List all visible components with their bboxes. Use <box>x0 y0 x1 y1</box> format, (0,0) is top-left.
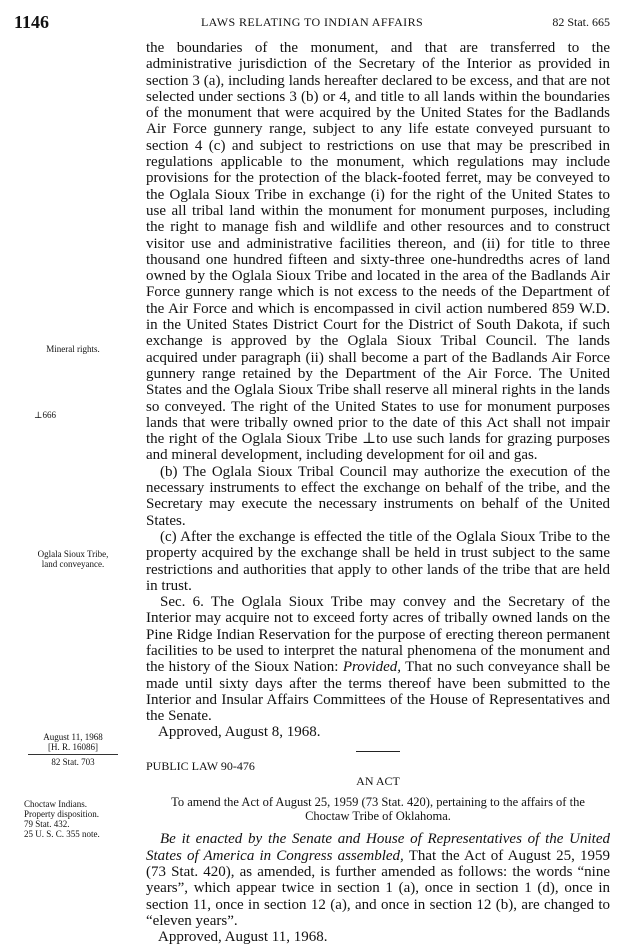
section-divider <box>356 751 400 752</box>
paragraph-c: (c) After the exchange is effected the title of the Oglala Sioux Tribe to the property acquired by the exchange shall be held in trust subject to the same restrictions and authorities that apply to other lands of the tribe that are held in trust. <box>146 528 610 594</box>
section-6-proviso: That no such conveyance shall be made until sixty days after the terms thereof have been submitted to the Interior and Insular Affairs Committees of the House of Representatives and the Senate. <box>146 659 610 725</box>
law-date: August 11, 1968 <box>43 732 103 742</box>
law-bill-number: [H. R. 16086] <box>48 742 98 752</box>
margin-note-oglala <box>10 549 136 569</box>
law-stat: 82 Stat. 703 <box>51 757 95 767</box>
public-law-number: PUBLIC LAW 90-476 <box>146 758 255 773</box>
act-label: AN ACT <box>356 774 400 789</box>
section-6 <box>146 594 610 724</box>
margin-note-choctaw <box>24 799 150 839</box>
paragraph-continuation: the boundaries of the monument, and that are transferred to the administrative jurisdiction of the Secretary of the Interior as provided in section 3 (a), including lands hereafter declared to be excess, and that are not selected under sections 3 (b) or 4, and title to all lands within the boundaries of the monument that were acquired by the United States for the Badlands Air Force gunnery range, subject to any life estate conveyed pursuant to section 4 (c) and subject to restrictions on use that may be prescribed in regulations applicable to the monument, which regulations may include provisions for the protection of the black-footed ferret, may be conveyed to the Oglala Sioux Tribe in exchange (i) for the right of the United States to use all tribal land within the monument for monument purposes, including the right to manage fish and wildlife and other resources and to construct visitor use and administrative facilities thereon, and (ii) for title to three thousand one hundred fifteen and sixty-three one-hundredths acres of land owned by the Oglala Sioux Tribe and located in the area of the Badlands Air Force gunnery range which is not excess to the needs of the Department of the Air Force and which is encompassed in civil action numbered 859 W.D. in the United States District Court for the District of South Dakota, if such exchange is approved by the Oglala Sioux Tribal Council. The lands acquired under paragraph (ii) shall become a part of the Badlands Air Force gunnery range retained by the Department of the Air Force. The United States and the Oglala Sioux Tribe shall reserve all mineral rights in the lands so conveyed. The right of the United States to use for monument purposes lands that were tribally owned prior to the date of this Act shall not impair the right of the Oglala Sioux Tribe ⊥to use such lands for grazing purposes and mineral development, including development for oil and gas. <box>146 40 610 464</box>
margin-note-mineral-rights: Mineral rights. <box>46 344 100 354</box>
margin-note-choctaw-line4: 25 U. S. C. 355 note. <box>24 829 100 839</box>
approval-date-1: Approved, August 8, 1968. <box>158 724 321 741</box>
provided-clause: Provided, <box>342 659 402 676</box>
body-text <box>146 40 610 945</box>
enacting-formula: Be it enacted by the Senate and House of Representatives of the United States of America in Congress assembled, <box>146 831 610 864</box>
approval-date-2: Approved, August 11, 1968. <box>158 929 328 945</box>
page-marker: ⊥666 <box>34 410 56 420</box>
margin-note-oglala-line2: land conveyance. <box>41 559 105 569</box>
margin-note-oglala-line1: Oglala Sioux Tribe, <box>37 549 109 559</box>
running-header <box>14 12 610 32</box>
section-6-text: Sec. 6. The Oglala Sioux Tribe may convey and the Secretary of the Interior may acquire not to exceed forty acres of tribally owned lands on the Pine Ridge Indian Reservation for the purpose of erecting thereon permanent facilities to be used to interpret the natural phenomena of the monument and the history of the Sioux Nation: <box>146 594 610 676</box>
page-number: 1146 <box>14 12 50 32</box>
margin-note-choctaw-line3: 79 Stat. 432. <box>24 819 70 829</box>
margin-note-law-info <box>10 732 136 767</box>
header-title: LAWS RELATING TO INDIAN AFFAIRS <box>200 15 424 29</box>
header-stat-citation: 82 Stat. 665 <box>552 15 610 29</box>
act-purpose: To amend the Act of August 25, 1959 (73 Stat. 420), pertaining to the affairs of the Choctaw Tribe of Oklahoma. <box>171 795 585 824</box>
paragraph-b: (b) The Oglala Sioux Tribal Council may authorize the execution of the necessary instruments to effect the exchange on behalf of the tribe, and the Secretary may execute the necessary instruments on behalf of the United States. <box>146 463 610 529</box>
margin-divider <box>28 754 118 755</box>
margin-note-choctaw-line1: Choctaw Indians. <box>24 799 87 809</box>
enacting-text: That the Act of August 25, 1959 (73 Stat. 420), as amended, is further amended as follows: the words “nine years”, which appear twice in section 1 (a), once in section 1 (d), once in section 11, once in section 12 (a), and once in section 12 (b), are changed to “eleven years”. <box>146 847 610 929</box>
enacting-clause <box>146 831 610 929</box>
margin-note-choctaw-line2: Property disposition. <box>24 809 100 819</box>
